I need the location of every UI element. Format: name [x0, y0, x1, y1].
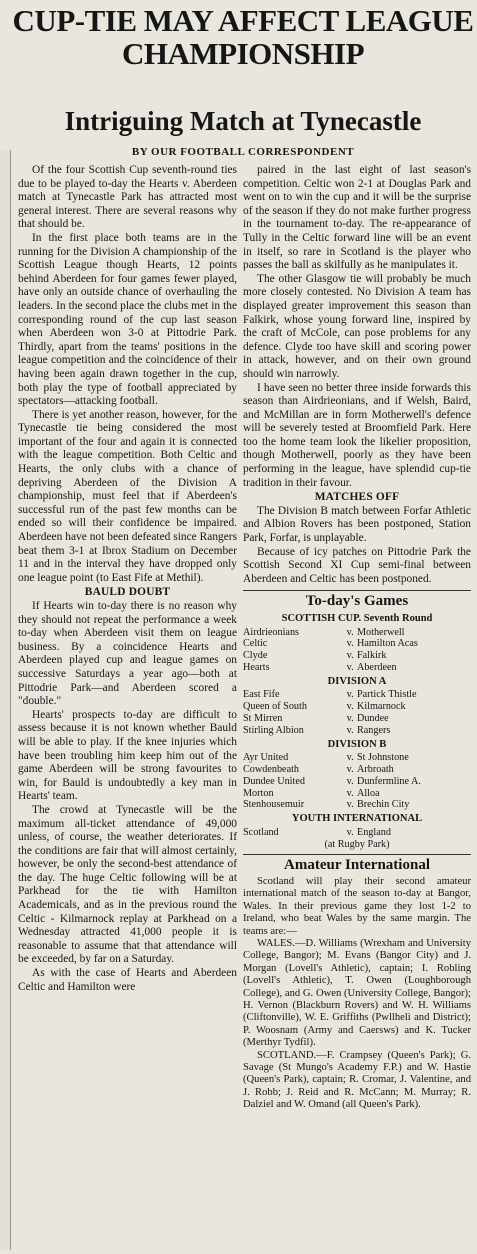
- paragraph: I have seen no better three inside forwards this season than Airdrieonians, and if Welsh, Baird, and McMillan are in form Motherwell's defence will be severely tested at Broomfield Park. Here too the home team look the likelier proposition, though Motherwell, poorly as they have been performing in the league, have splendid cup-tie tradition in their favour.: [243, 381, 471, 489]
- scottish-cup-fixtures: [243, 627, 471, 674]
- paragraph: The other Glasgow tie will probably be much more closely contested. No Division A team has displayed greater improvement this season than Falkirk, whose young forward line, inspired by the craft of McCole, can pose problems for any defence. Clyde too have skill and scoring power in attack, however, and on their own ground should win narrowly.: [243, 272, 471, 380]
- fixture-row: Stenhousemuir v. Brechin City: [243, 799, 410, 811]
- wales-team: WALES.—D. Williams (Wrexham and University College, Bangor); M. Evans (Bangor City) and J. Morgan (Lovell's Athletic), captain; I. Robling (Lovell's Athletic), T. Owen (Loughborough College), and G. Owen (University College, Bangor); H. Vernon (Blackburn Rovers) and W. H. Williams (Cliftonville), W. E. Griffiths (Pwllheli and District); P. Woosnam (Army and Caersws) and K. Tucker (Merthyr Tydfil).: [243, 937, 471, 1049]
- youth-international-heading: YOUTH INTERNATIONAL: [291, 813, 423, 825]
- fixture-row: Ayr United v. St Johnstone: [243, 752, 409, 764]
- venue-note: (at Rugby Park): [324, 838, 390, 850]
- fixture-row: Cowdenbeath v. Arbroath: [243, 763, 394, 775]
- section-heading-matches-off: MATCHES OFF: [314, 491, 400, 504]
- paragraph: As with the case of Hearts and Aberdeen Celtic and Hamilton were: [18, 967, 237, 993]
- fixture-row: Airdrieonians v. Motherwell: [243, 626, 405, 638]
- paragraph: The Division B match between Forfar Athletic and Albion Rovers has been postponed, Station Park, Forfar, is unplayable.: [243, 504, 471, 545]
- youth-international-fixtures: [243, 827, 471, 839]
- paragraph: There is yet another reason, however, for the Tynecastle tie being considered the most important of the four and again it is connected with the league competition. Both Celtic and Hearts, the only clubs with a chance of depriving Aberdeen of the Division A championship, must feel that if Aberdeen's successful run of the past few months can be ended so will their confidence be impaired. Aberdeen have not been defeated since Rangers beat them 3-1 at Ibrox Stadium on December 11 and in the interval they have dropped only one league point (to East Fife at Methil).: [18, 408, 237, 584]
- subheadline: Intriguing Match at Tynecastle: [64, 106, 422, 136]
- division-a-heading: DIVISION A: [327, 675, 387, 687]
- byline: BY OUR FOOTBALL CORRESPONDENT: [131, 146, 355, 158]
- right-column: [243, 164, 471, 1112]
- fixture-row: Morton v. Alloa: [243, 787, 380, 799]
- headline-line-1: CUP-TIE MAY AFFECT LEAGUE: [12, 3, 474, 38]
- amateur-international-heading: Amateur International: [243, 854, 471, 873]
- paragraph: Hearts' prospects to-day are difficult to assess because it is not known whether Bauld will be able to play. If the knee injuries which have been troubling him keep him out of the game Aberdeen will be strong favourites to win, for Bauld is undoubtedly a key man in Hearts' team.: [18, 708, 237, 803]
- scottish-cup-heading: SCOTTISH CUP. Seventh Round: [281, 613, 433, 624]
- division-b-heading: DIVISION B: [327, 738, 387, 750]
- paragraph: If Hearts win to-day there is no reason why they should not repeat the performance a week to-day when Aberdeen visit them on league business. By a coincidence Hearts and Aberdeen played cup and league games on successive Saturdays a year ago—both at Pittodrie Park—and Aberdeen scored a "double.": [18, 600, 237, 708]
- paragraph: Scotland will play their second amateur international match of the season to-day at Bangor, Wales. In their previous game they lost 1-2 to Ireland, who beat Wales by the same margin. The teams are:—: [243, 875, 471, 937]
- paragraph: In the first place both teams are in the running for the Division A championship of the Scottish League though Hearts, 12 points behind Aberdeen for four games fewer played, have only an outside chance of overhauling the leaders. In the second place the clubs met in the corresponding round of the cup last season when Aberdeen won 3-0 at Pittodrie Park. Thirdly, apart from the teams' positions in the league competition and the coincidence of their having been again drawn together in the cup, both play the type of football appreciated by spectators—attacking football.: [18, 231, 237, 408]
- paragraph: paired in the last eight of last season's competition. Celtic won 2-1 at Douglas Park and went on to win the cup and it will be the surprise of the season if they do not make further progress in the tournament to-day. The re-appearance of Tully in the Celtic forward line will be an event in itself, so rare in Scotland is the player who passes the ball as skilfully as he manipulates it.: [243, 164, 471, 272]
- fixture-row: St Mirren v. Dundee: [243, 712, 389, 724]
- fixture-row: Dundee United v. Dunfermline A.: [243, 775, 421, 787]
- headline-line-2: CHAMPIONSHIP: [122, 36, 364, 71]
- fixture-row: Clyde v. Falkirk: [243, 650, 387, 662]
- adjacent-column-edge: [0, 150, 11, 1250]
- division-a-fixtures: [243, 689, 471, 736]
- fixture-row: Scotland v. England: [243, 826, 391, 838]
- headline: [12, 4, 474, 70]
- paragraph: Of the four Scottish Cup seventh-round ties due to be played to-day the Hearts v. Aberdeen match at Tynecastle Park has attracted most general interest. There are several reasons why that should be.: [18, 164, 237, 231]
- fixture-row: East Fife v. Partick Thistle: [243, 689, 417, 701]
- scotland-team: SCOTLAND.—F. Crampsey (Queen's Park); G. Savage (St Mungo's Academy F.P.) and W. Hastie (Queen's Park), captain; R. Cromar, J. Valentine, and J. Robb; J. Reid and R. McCann; M. Murray; R. Dalziel and W. Omand (all Queen's Park).: [243, 1049, 471, 1111]
- section-heading-bauld-doubt: BAULD DOUBT: [84, 586, 171, 599]
- fixture-row: Celtic v. Hamilton Acas: [243, 638, 418, 650]
- todays-games-heading: To-day's Games: [243, 590, 471, 609]
- paragraph: The crowd at Tynecastle will be the maximum all-ticket attendance of 49,000 unless, of course, the weather deteriorates. If the conditions are fair that will almost certainly, however, be only the second-best attendance of the day. The huge Celtic following will be at Parkhead for the tie with Hamilton Academicals, and as in the previous round the Celtic - Kilmarnock replay at Parkhead on a Wednesday attracted 41,000 people it is reasonable to assume that that attendance will be exceeded, by far on a Saturday.: [18, 803, 237, 966]
- paragraph: Because of icy patches on Pittodrie Park the Scottish Second XI Cup semi-final between Aberdeen and Celtic has been postponed.: [243, 545, 471, 585]
- left-column: [18, 164, 237, 994]
- fixture-row: Stirling Albion v. Rangers: [243, 724, 391, 736]
- fixture-row: Hearts v. Aberdeen: [243, 661, 397, 673]
- fixture-row: Queen of South v. Kilmarnock: [243, 701, 406, 713]
- division-b-fixtures: [243, 752, 471, 811]
